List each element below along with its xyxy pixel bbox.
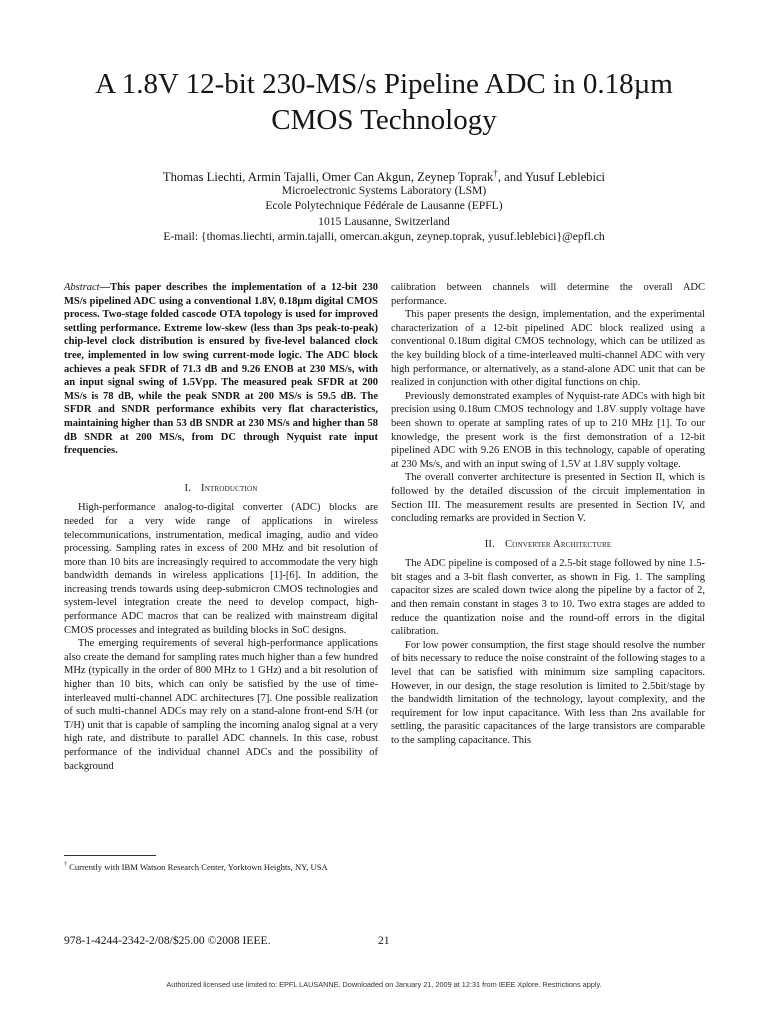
- abstract-text: —This paper describes the implementation of a 12-bit 230 MS/s pipelined ADC using a conventional 1.8V, 0.18µm digital CMOS process. Two-stage folded cascode OTA topology is used for improved settling performance. Extreme low-skew (less than 3ps peak-to-peak) chip-level clock distribution is ensured by five-level balanced clock tree, implemented in low swing current-mode logic. The ADC block achieves a peak SFDR of 71.3 dB and 9.26 ENOB at 230 MS/s, with an input signal swing of 1.5Vpp. The measured peak SFDR at 200 MS/s is 78 dB, while the peak SNDR at 200 MS/s is 59.5 dB. The SFDR and SNDR performance exhibits very flat characteristics, maintaining higher than 53 dB SNDR at 230 MS/s and higher than 58 dB SNDR at 200 MS/s, from DC through Nyquist rate input frequencies.: [64, 282, 378, 457]
- paragraph: The emerging requirements of several high-performance applications also create the demand for sampling rates much higher than a few hundred MHz (typically in the order of 800 MHz to 1 GHz) and a bit resolution of higher than 10 bits, which can only be satisfied by the use of time-interleaved multi-channel ADC architectures [7]. One possible realization of such multi-channel ADCs may rely on a stand-alone front-end S/H (or T/H) unit that is capable of sampling the incoming analog signal at a very high rate, and distribute to parallel ADC channels. In this case, robust performance of the individual channel ADCs and the possibility of background: [64, 638, 378, 772]
- section-number: II.: [484, 538, 495, 550]
- copyright-notice: 978-1-4244-2342-2/08/$25.00 ©2008 IEEE.: [64, 934, 271, 947]
- paragraph: For low power consumption, the first stage should resolve the number of bits necessary to reduce the noise constraint of the following stages to a level that can be satisfied with minimum size sampling capacitors. However, in our design, the stage resolution is limited to 2.5bit/stage by the bandwidth limitation of the technology, layout complexity, and the requirement for low input capacitance. With less than 2ns available for settling, the parasitic capacitances of the large transistors are comparable to the sampling capacitance. This: [391, 639, 705, 746]
- paragraph: This paper presents the design, implementation, and the experimental characterization of a 12-bit pipelined ADC block realized using a conventional 0.18um digital CMOS technology, which can be utilized as the key building block of a time-interleaved multi-channel ADC with very high performance, or alternatively, as a stand-alone ADC unit that can be realized in conjunction with other digital functions on chip.: [391, 309, 705, 389]
- paragraph: The ADC pipeline is composed of a 2.5-bit stage followed by nine 1.5-bit stages and a 3-bit flash converter, as shown in Fig. 1. The sampling capacitor sizes are scaled down twice along the pipeline by a factor of 2, and then remain constant in stages 3 to 10. Two extra stages are added to reduce the quantization noise and the round-off errors in the digital calibration.: [391, 558, 705, 638]
- page-number: 21: [378, 934, 390, 947]
- paragraph: Previously demonstrated examples of Nyquist-rate ADCs with high bit precision using 0.18um CMOS technology and 1.8V supply voltage have been shown to operate at sampling rates of up to 210 MHz [1]. To our knowledge, the present work is the first demonstration of a 12-bit pipelined ADC with 9.26 ENOB in this technology, capable of operating at 230 Ms/s, and with an input swing of 1.5V at 1.8V supply voltage.: [391, 390, 705, 470]
- footnote-mark: †: [64, 862, 67, 868]
- affiliation-city: 1015 Lausanne, Switzerland: [318, 214, 450, 228]
- section-number: I.: [184, 482, 192, 494]
- dagger-mark: †: [493, 168, 498, 178]
- affiliation-lab: Microelectronic Systems Laboratory (LSM): [281, 184, 487, 197]
- left-column: [64, 281, 378, 773]
- section-heading-introduction: [64, 482, 378, 496]
- paragraph: The overall converter architecture is presented in Section II, which is followed by the detailed discussion of the circuit implementation in Section III. The measurement results are presented in Section IV, and concluding remarks are provided in Section V.: [391, 472, 705, 525]
- author-names-b: , and Yusuf Leblebici: [497, 170, 606, 185]
- right-column: [391, 281, 705, 748]
- title-line-1: A 1.8V 12-bit 230-MS/s Pipeline ADC in 0.18µm: [95, 68, 673, 100]
- abstract: [64, 281, 378, 458]
- author-names-a: Thomas Liechti, Armin Tajalli, Omer Can Akgun, Zeynep Toprak: [162, 170, 494, 185]
- footnote: [64, 860, 384, 873]
- abstract-label: Abstract: [64, 282, 100, 293]
- footnote-text: Currently with IBM Watson Research Center, Yorktown Heights, NY, USA: [67, 861, 328, 872]
- paragraph: calibration between channels will determine the overall ADC performance.: [391, 282, 705, 307]
- license-notice: Authorized licensed use limited to: EPFL LAUSANNE. Downloaded on January 21, 2009 at 12:31 from IEEE Xplore. Restrictions apply.: [166, 980, 602, 989]
- footnote-divider: [64, 855, 156, 856]
- section-title: Introduction: [201, 482, 258, 494]
- paragraph: High-performance analog-to-digital converter (ADC) blocks are needed for a very wide range of applications in wireless telecommunications, instrumentation, medical imaging, audio and video processing. Sampling rates in excess of 200 MHz and bit resolution of more than 10 bits are increasingly required to accommodate the very high bandwidth demands in wireless applications [1]-[6]. In addition, the increasing trends towards using deep-submicron CMOS technologies and system-level integration create the need to develop compact, high-performance ADC macros that can be realized with mainstream digital CMOS processes and integrated as building blocks in SoC designs.: [64, 502, 378, 636]
- title-line-2: CMOS Technology: [271, 104, 497, 136]
- section-heading-converter-architecture: [391, 538, 705, 552]
- affiliation-block: [40, 183, 728, 245]
- affiliation-email: E-mail: {thomas.liechti, armin.tajalli, omercan.akgun, zeynep.toprak, yusuf.leblebici}@epfl.ch: [163, 230, 605, 244]
- section-title: Converter Architecture: [505, 538, 612, 550]
- affiliation-school: Ecole Polytechnique Fédérale de Lausanne (EPFL): [265, 199, 503, 213]
- paper-title: [40, 66, 728, 138]
